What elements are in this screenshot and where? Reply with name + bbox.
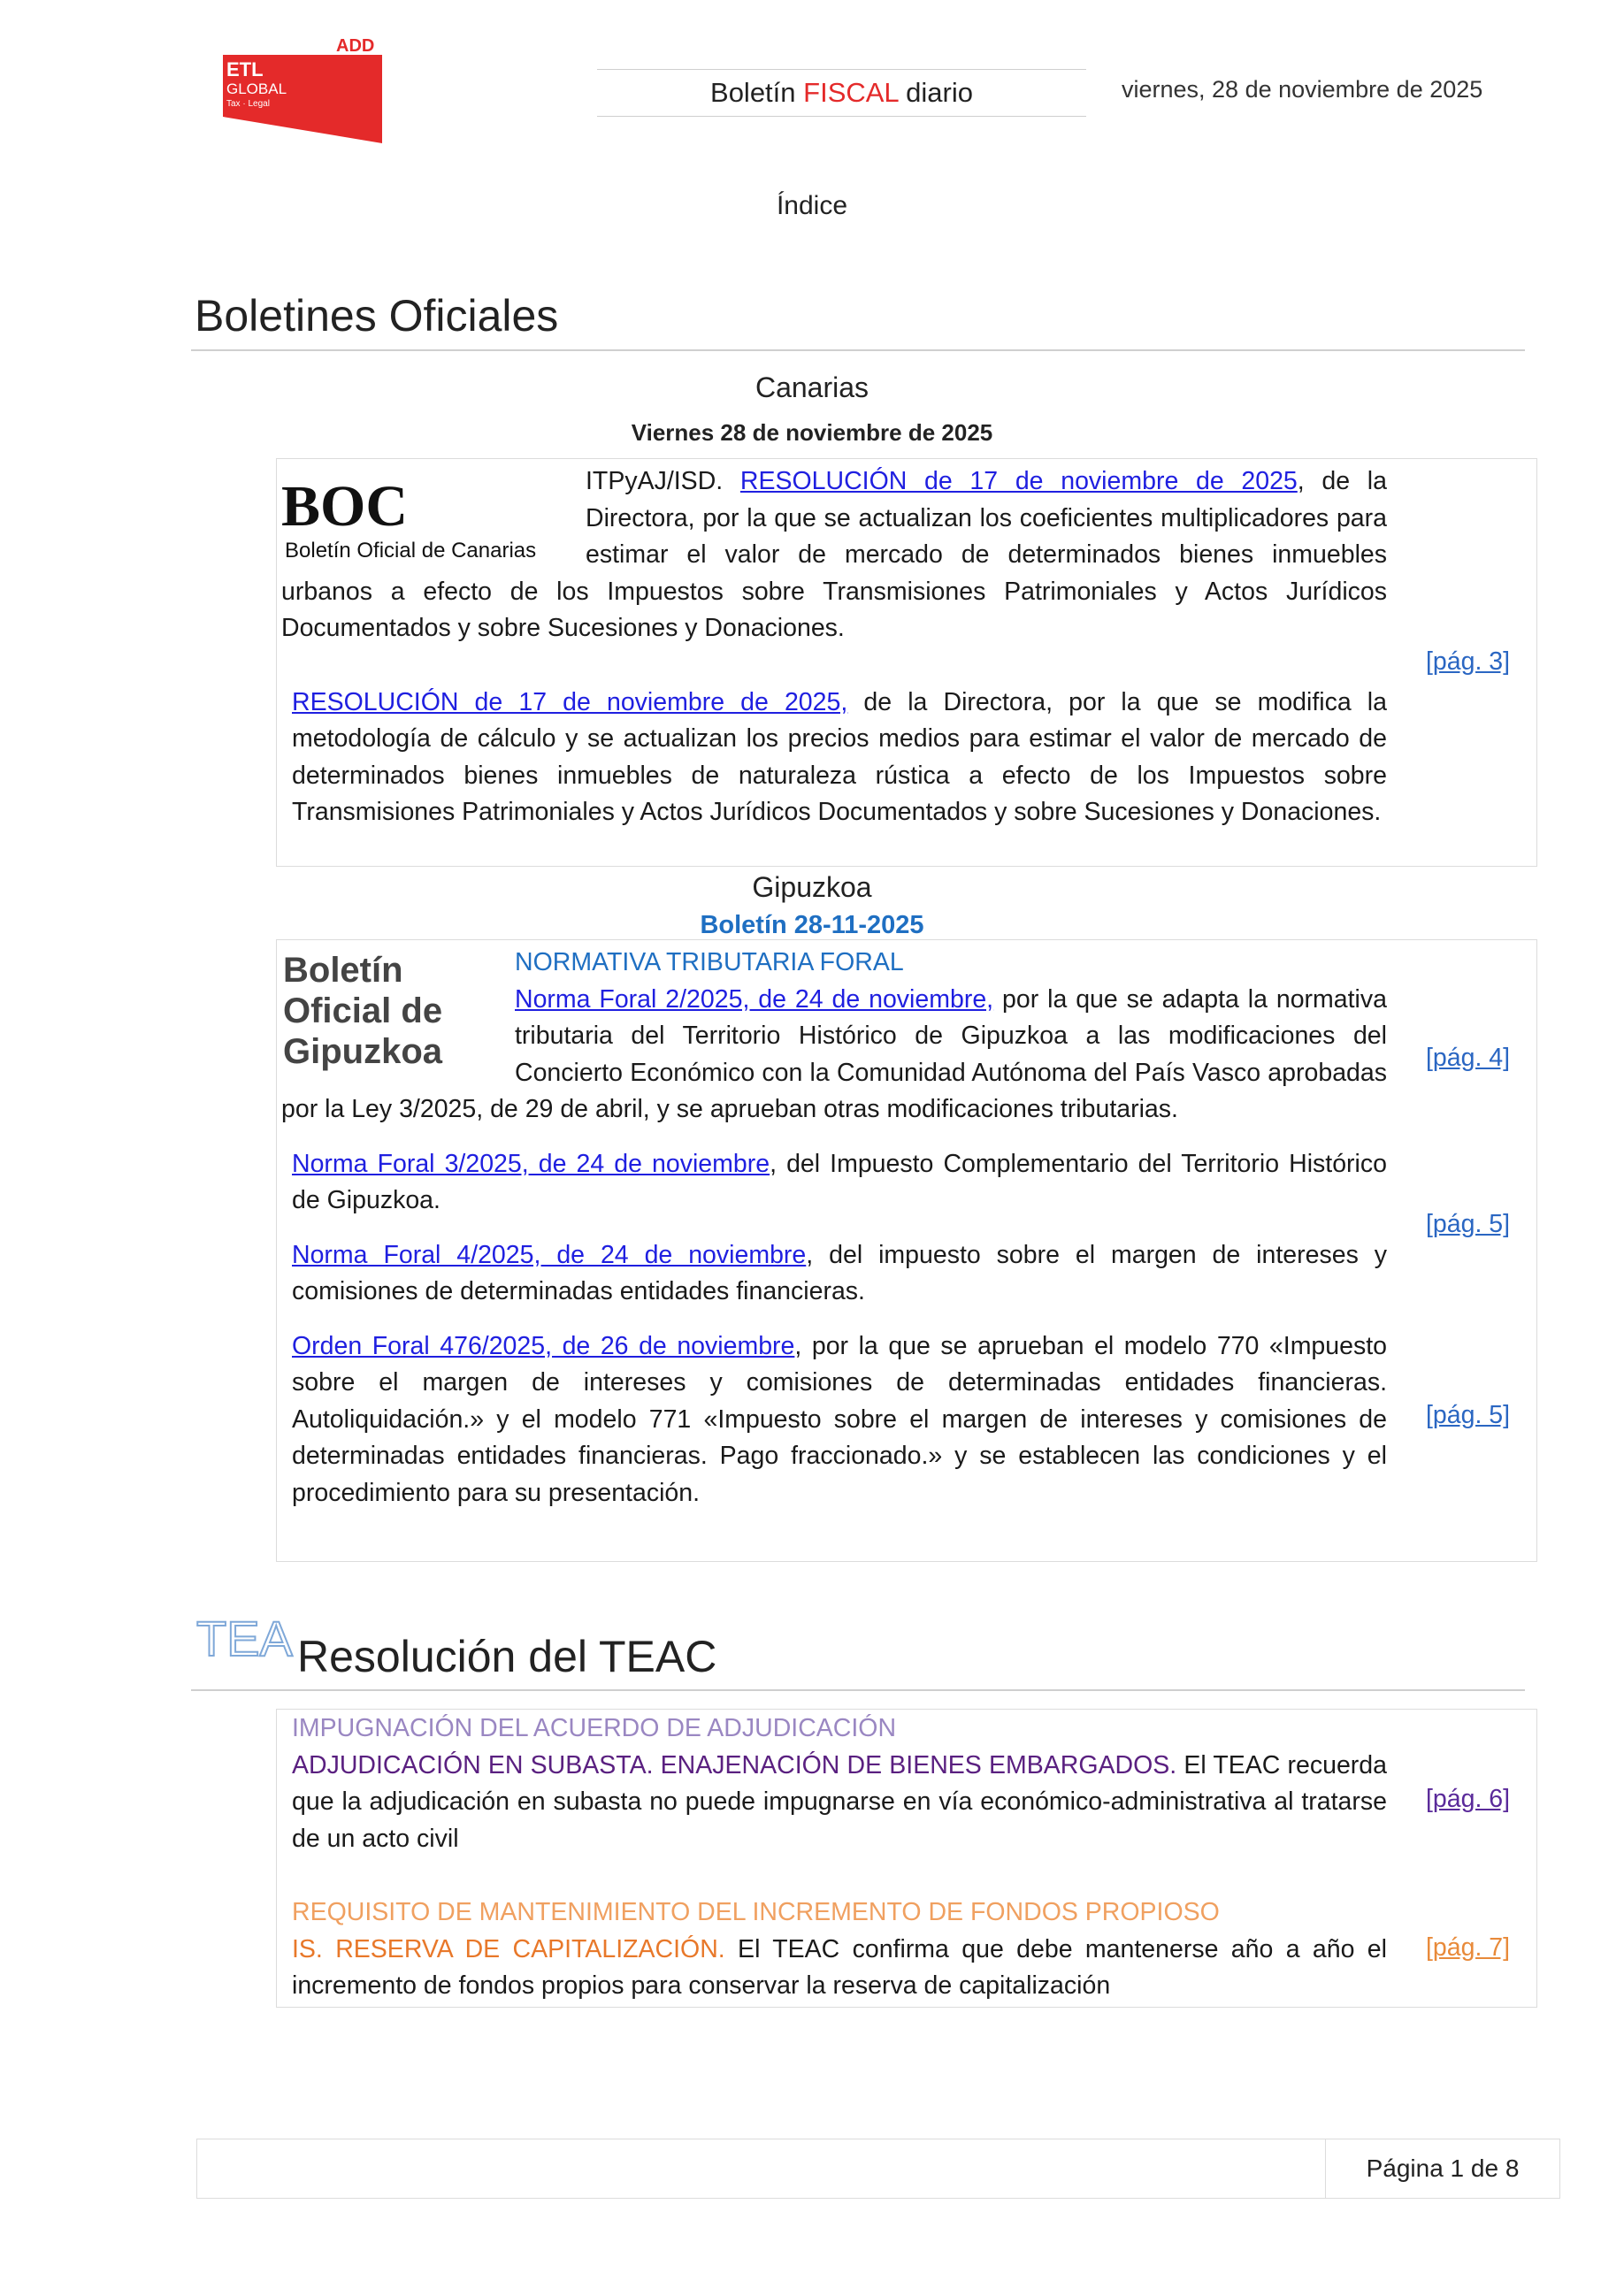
gipuzkoa-entry-1: Boletín Oficial de Gipuzkoa NORMATIVA TRIBUTARIA FORAL Norma Foral 2/2025, de 24 de noviembre, por la que se adapta la normativa tributaria del Territorio Histórico de Gipuzkoa a las modificaciones del Concierto Económico con la Comunidad Autónoma del País Vasco aprobadas por la Ley 3/2025, de 29 de abril, y se aprueban otras modificaciones tributarias. xyxy=(281,945,1387,1129)
svg-text:Gipuzkoa: Gipuzkoa xyxy=(283,1032,443,1071)
gipuzkoa-entry-4: Orden Foral 476/2025, de 26 de noviembre, por la que se aprueban el modelo 770 «Impuesto sobre el margen de intereses y comisiones de determinadas entidades financieras. Autoliquidación.» y el modelo 771 «Impuesto sobre el margen de intereses y comisiones de determinadas entidades financieras. Pago fraccionado.» y se establecen las condiciones y el procedimiento para su presentación. xyxy=(292,1331,1387,1507)
canarias-link-1[interactable]: RESOLUCIÓN de 17 de noviembre de 2025 xyxy=(739,467,1298,495)
teac-page-link-1[interactable]: [pág. 6] xyxy=(1426,1785,1511,1813)
teac-category-1: IMPUGNACIÓN DEL ACUERDO DE ADJUDICACIÓN xyxy=(292,1714,897,1742)
section-divider-teac xyxy=(191,1689,1525,1691)
gipuzkoa-link-2[interactable]: Norma Foral 3/2025, de 24 de noviembre xyxy=(292,1149,770,1178)
teac-page-link-2[interactable]: [pág. 7] xyxy=(1426,1933,1511,1962)
canarias-date: Viernes 28 de noviembre de 2025 xyxy=(631,419,993,446)
gipuzkoa-page-link-2[interactable]: [pág. 5] xyxy=(1426,1210,1511,1238)
teac-heading-1: ADJUDICACIÓN EN SUBASTA. ENAJENACIÓN DE BIENES EMBARGADOS. xyxy=(292,1750,1177,1779)
logo-line1: ETL xyxy=(226,58,264,80)
teac-entry-1: IMPUGNACIÓN DEL ACUERDO DE ADJUDICACIÓN ADJUDICACIÓN EN SUBASTA. ENAJENACIÓN DE BIENES EMBARGADOS. El TEAC recuerda que la adjudicación en subasta no puede impugnarse en vía económico-administrativa al tratarse de un acto civil xyxy=(292,1711,1387,1857)
canarias-entry-1: BOC Boletín Oficial de Canarias ITPyAJ/ISD. RESOLUCIÓN de 17 de noviembre de 2025, de la Directora, por la que se actualizan los coeficientes multiplicadores para estimar el valor de mercado de determinados bienes inmuebles urbanos a efecto de los Impuestos sobre Transmisiones Patrimoniales y Actos Jurídicos Documentados y sobre Sucesiones y Donaciones. xyxy=(281,463,1387,647)
canarias-entry-2: RESOLUCIÓN de 17 de noviembre de 2025, de la Directora, por la que se modifica la metodología de cálculo y se actualizan los precios medios para estimar el valor de mercado de determinados bienes inmuebles de naturaleza rústica a efecto de los Impuestos sobre Transmisiones Patrimoniales y Actos Jurídicos Documentados y sobre Sucesiones y Donaciones. xyxy=(292,687,1387,826)
svg-text:Oficial de: Oficial de xyxy=(283,991,443,1030)
svg-text:Boletín: Boletín xyxy=(283,951,403,990)
teac-entry-2: REQUISITO DE MANTENIMIENTO DEL INCREMENTO DE FONDOS PROPIOSO IS. RESERVA DE CAPITALIZACIÓN. El TEAC confirma que debe mantenerse año a año el incremento de fondos propios para conservar la reserva de capitalización xyxy=(292,1894,1387,2005)
gipuzkoa-heading: NORMATIVA TRIBUTARIA FORAL xyxy=(515,948,904,976)
teac-heading-2: IS. RESERVA DE CAPITALIZACIÓN. xyxy=(292,1934,725,1963)
canarias-link-2[interactable]: RESOLUCIÓN de 17 de noviembre de 2025, xyxy=(292,687,848,716)
logo-corner-text: ADD xyxy=(336,36,375,56)
svg-text:Boletín Oficial de Canarias: Boletín Oficial de Canarias xyxy=(285,539,537,563)
gipuzkoa-page-link-4[interactable]: [pág. 5] xyxy=(1426,1401,1511,1429)
svg-text:BOC: BOC xyxy=(281,474,409,539)
gipuzkoa-link-3[interactable]: Norma Foral 4/2025, de 24 de noviembre xyxy=(292,1240,807,1269)
teac-entries xyxy=(292,1711,1387,2005)
section-title-boletines: Boletines Oficiales xyxy=(195,291,559,341)
gipuzkoa-link-1[interactable]: Norma Foral 2/2025, de 24 de noviembre, xyxy=(515,984,994,1014)
region-canarias: Canarias xyxy=(755,371,869,403)
tea-logo xyxy=(196,1611,293,1666)
etl-global-logo xyxy=(223,35,382,143)
header-date: viernes, 28 de noviembre de 2025 xyxy=(1122,76,1483,103)
gipuzkoa-entries xyxy=(281,945,1387,1512)
logo-line2: GLOBAL xyxy=(226,80,287,97)
index-link[interactable]: Índice xyxy=(776,191,848,220)
gipuzkoa-entry-2: Norma Foral 3/2025, de 24 de noviembre, del Impuesto Complementario del Territorio Histórico de Gipuzkoa. xyxy=(292,1149,1387,1214)
section-divider xyxy=(191,349,1525,351)
gipuzkoa-page-link-1[interactable]: [pág. 4] xyxy=(1426,1044,1511,1072)
canarias-prefix: ITPyAJ/ISD. xyxy=(586,467,740,495)
gipuzkoa-date: Boletín 28-11-2025 xyxy=(700,911,924,939)
gipuzkoa-entry-3: Norma Foral 4/2025, de 24 de noviembre, del impuesto sobre el margen de intereses y comisiones de determinadas entidades financieras. xyxy=(292,1240,1387,1305)
canarias-page-link[interactable]: [pág. 3] xyxy=(1426,647,1511,676)
section-title-teac: Resolución del TEAC xyxy=(297,1632,717,1681)
bulletin-title: Boletín FISCAL diario xyxy=(597,69,1086,117)
svg-text:TEA: TEA xyxy=(196,1611,293,1666)
boc-logo xyxy=(281,463,573,570)
page-number: Página 1 de 8 xyxy=(1366,2154,1520,2182)
teac-category-2: REQUISITO DE MANTENIMIENTO DEL INCREMENTO DE FONDOS PROPIOSO xyxy=(292,1898,1220,1926)
logo-line3: Tax · Legal xyxy=(226,99,270,109)
canarias-entries xyxy=(281,463,1387,831)
region-gipuzkoa: Gipuzkoa xyxy=(752,871,872,903)
gipuzkoa-bulletin-logo xyxy=(281,945,502,1077)
gipuzkoa-link-4[interactable]: Orden Foral 476/2025, de 26 de noviembre xyxy=(292,1331,795,1360)
